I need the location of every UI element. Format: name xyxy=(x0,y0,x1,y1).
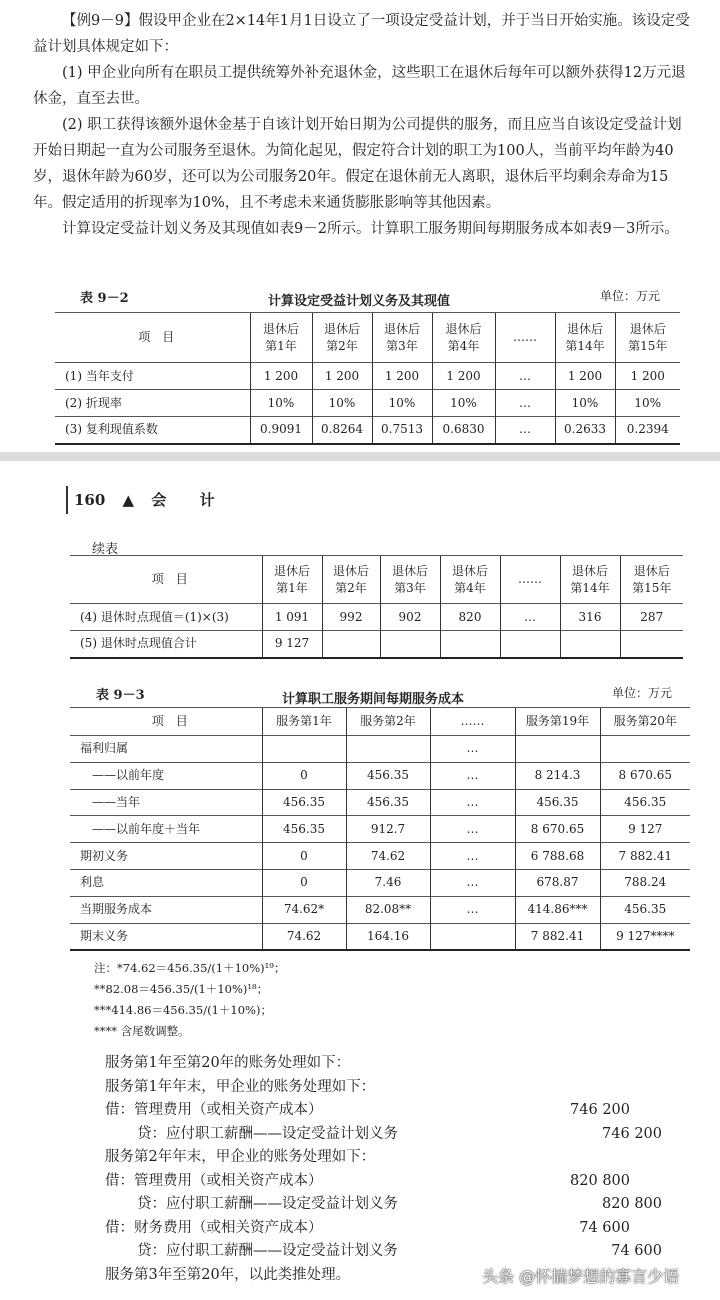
entry-account: 服务第2年年末，甲企业的账务处理如下： xyxy=(105,1149,376,1165)
value-cell: 6 788.68 xyxy=(515,843,600,870)
row-label-cell: ——以前年度＋当年 xyxy=(70,816,262,843)
table-row xyxy=(70,923,690,950)
row-label-cell: 利息 xyxy=(70,869,262,896)
value-cell: … xyxy=(430,762,515,789)
page-number: 160 xyxy=(74,491,106,509)
value-cell: 服务第19年 xyxy=(515,708,600,736)
intro-paragraph: 计算设定受益计划义务及其现值如表9－2所示。计算职工服务期间每期服务成本如表9－3所示。 xyxy=(62,221,679,237)
book-title-char: 会 xyxy=(151,491,167,509)
table-9-3-notes xyxy=(94,958,285,1042)
value-cell: 1 200 xyxy=(615,363,680,390)
table-header-row xyxy=(70,708,690,736)
entry-account: 服务第1年至第20年的账务处理如下： xyxy=(105,1055,351,1071)
note-line: **82.08＝456.35/(1＋10%)¹⁸； xyxy=(94,982,269,996)
value-cell xyxy=(600,736,690,763)
row-label-cell: 项 目 xyxy=(70,556,262,604)
value-cell: 退休后 第4年 xyxy=(440,556,500,604)
value-cell: 8 670.65 xyxy=(600,762,690,789)
value-cell: … xyxy=(500,604,560,631)
value-cell xyxy=(515,736,600,763)
value-cell: 服务第20年 xyxy=(600,708,690,736)
entry-account: 借：财务费用（或相关资产成本） xyxy=(105,1219,323,1236)
table-row xyxy=(70,762,690,789)
value-cell: 74.62* xyxy=(262,896,346,923)
journal-entries xyxy=(105,1052,665,1287)
value-cell: 820 xyxy=(440,604,500,631)
value-cell: 287 xyxy=(620,604,683,631)
value-cell: 316 xyxy=(560,604,620,631)
entry-account: 服务第3年至第20年，以此类推处理。 xyxy=(105,1266,351,1283)
value-cell: … xyxy=(430,843,515,870)
intro-paragraph: (1) 甲企业向所有在职员工提供统筹外补充退休金，这些职工在退休后每年可以额外获得12万元退休金，直至去世。 xyxy=(33,65,686,107)
value-cell: 退休后 第2年 xyxy=(322,556,380,604)
entry-account: 借：管理费用（或相关资产成本） xyxy=(105,1172,323,1189)
value-cell: 9 127 xyxy=(262,631,322,658)
value-cell: 456.35 xyxy=(346,789,430,816)
entry-account: 服务第1年年末，甲企业的账务处理如下： xyxy=(105,1078,376,1095)
table-header-row xyxy=(55,313,680,363)
debit-entry xyxy=(105,1217,665,1241)
value-cell xyxy=(346,736,430,763)
row-label-cell: ——当年 xyxy=(70,789,262,816)
table-9-2-unit: 单位：万元 xyxy=(600,289,661,303)
table-9-3-unit: 单位：万元 xyxy=(612,686,673,700)
value-cell: 456.35 xyxy=(600,896,690,923)
row-label-cell: (1) 当年支付 xyxy=(55,363,250,390)
table-row xyxy=(70,631,683,658)
value-cell: 82.08** xyxy=(346,896,430,923)
value-cell xyxy=(620,631,683,658)
book-title-char: 计 xyxy=(199,491,215,509)
value-cell: 1 200 xyxy=(312,363,372,390)
row-label-cell: (5) 退休时点现值合计 xyxy=(70,631,262,658)
table-9-3 xyxy=(70,707,690,951)
debit-entry xyxy=(105,1099,665,1123)
note-line: 注：*74.62＝456.35/(1＋10%)¹⁹； xyxy=(94,961,286,975)
entry-account: 贷：应付职工薪酬——设定受益计划义务 xyxy=(137,1125,398,1142)
entry-text-line xyxy=(105,1052,665,1076)
table-row xyxy=(70,843,690,870)
value-cell: 456.35 xyxy=(346,762,430,789)
value-cell: 1 200 xyxy=(555,363,615,390)
credit-amount: 74 600 xyxy=(611,1243,662,1259)
value-cell: 164.16 xyxy=(346,923,430,950)
value-cell: 788.24 xyxy=(600,869,690,896)
value-cell: 1 200 xyxy=(372,363,432,390)
credit-amount: 820 800 xyxy=(602,1196,662,1212)
value-cell: 0.2394 xyxy=(615,417,680,444)
value-cell: 74.62 xyxy=(346,843,430,870)
value-cell: 退休后 第3年 xyxy=(380,556,440,604)
credit-amount: 746 200 xyxy=(602,1125,662,1142)
intro-paragraph: (2) 职工获得该额外退休金基于自该计划开始日期为公司提供的服务，而且应当自该设定受益计划开始日期起一直为公司服务至退休。为简化起见，假定符合计划的职工为100人，当前平均年龄为40岁，退休年龄为60岁，还可以为公司服务20年。假定在退休前无人离职，退休后平均剩余寿命为15年。假定适用的折现率为10%，且不考虑未来通货膨胀影响等其他因素。 xyxy=(33,117,682,211)
value-cell: 服务第2年 xyxy=(346,708,430,736)
value-cell: 退休后 第2年 xyxy=(312,313,372,363)
table-row xyxy=(70,736,690,763)
value-cell: 退休后 第4年 xyxy=(432,313,495,363)
value-cell: 0.2633 xyxy=(555,417,615,444)
value-cell: 退休后 第14年 xyxy=(555,313,615,363)
entry-text-line xyxy=(105,1076,665,1100)
value-cell: 74.62 xyxy=(262,923,346,950)
value-cell: … xyxy=(495,417,555,444)
value-cell: 0.6830 xyxy=(432,417,495,444)
value-cell xyxy=(262,736,346,763)
value-cell: 退休后 第3年 xyxy=(372,313,432,363)
table-9-3-title: 计算职工服务期间每期服务成本 xyxy=(282,692,465,707)
table-9-2 xyxy=(55,312,680,445)
value-cell: 1 200 xyxy=(250,363,312,390)
value-cell: 退休后 第14年 xyxy=(560,556,620,604)
row-label-cell: (3) 复利现值系数 xyxy=(55,417,250,444)
value-cell: …… xyxy=(500,556,560,604)
table-9-2-label: 表 9－2 xyxy=(80,291,129,306)
table-9-3-label: 表 9－3 xyxy=(96,688,145,703)
value-cell xyxy=(430,923,515,950)
value-cell: 7.46 xyxy=(346,869,430,896)
debit-amount: 820 800 xyxy=(570,1172,630,1189)
value-cell: 7 882.41 xyxy=(515,923,600,950)
credit-entry xyxy=(105,1240,665,1264)
value-cell: 10% xyxy=(312,390,372,417)
value-cell xyxy=(322,631,380,658)
row-label-cell: ——以前年度 xyxy=(70,762,262,789)
value-cell: …… xyxy=(430,708,515,736)
entry-text-line xyxy=(105,1146,665,1170)
value-cell: 902 xyxy=(380,604,440,631)
value-cell: … xyxy=(430,789,515,816)
value-cell: 10% xyxy=(372,390,432,417)
value-cell: 0 xyxy=(262,762,346,789)
value-cell: 10% xyxy=(432,390,495,417)
value-cell: 0 xyxy=(262,843,346,870)
table-row xyxy=(55,390,680,417)
debit-entry xyxy=(105,1170,665,1194)
value-cell: … xyxy=(430,869,515,896)
value-cell: 退休后 第15年 xyxy=(620,556,683,604)
row-label-cell: 项 目 xyxy=(55,313,250,363)
intro-text xyxy=(33,8,693,242)
row-label-cell: 期初义务 xyxy=(70,843,262,870)
row-label-cell: 项 目 xyxy=(70,708,262,736)
value-cell: … xyxy=(430,896,515,923)
value-cell: 912.7 xyxy=(346,816,430,843)
watermark: 头条 @怀揣梦想的寡言少语 xyxy=(482,1267,680,1286)
value-cell: 456.35 xyxy=(600,789,690,816)
page-separator xyxy=(0,452,720,461)
value-cell: 1 200 xyxy=(432,363,495,390)
row-label-cell: 福利归属 xyxy=(70,736,262,763)
debit-amount: 74 600 xyxy=(579,1219,630,1236)
value-cell xyxy=(500,631,560,658)
value-cell: 0.8264 xyxy=(312,417,372,444)
table-row xyxy=(70,816,690,843)
value-cell: 10% xyxy=(615,390,680,417)
note-line: **** 含尾数调整。 xyxy=(94,1024,190,1038)
value-cell: 退休后 第15年 xyxy=(615,313,680,363)
value-cell: … xyxy=(495,390,555,417)
credit-entry xyxy=(105,1193,665,1217)
entry-account: 贷：应付职工薪酬——设定受益计划义务 xyxy=(137,1196,398,1212)
value-cell: 退休后 第1年 xyxy=(250,313,312,363)
value-cell: 414.86*** xyxy=(515,896,600,923)
book-logo-icon: ▲ xyxy=(122,491,135,509)
table-header-row xyxy=(70,556,683,604)
table-row xyxy=(70,604,683,631)
value-cell: 9 127 xyxy=(600,816,690,843)
entry-account: 贷：应付职工薪酬——设定受益计划义务 xyxy=(137,1243,398,1259)
value-cell: 服务第1年 xyxy=(262,708,346,736)
value-cell: 456.35 xyxy=(515,789,600,816)
value-cell xyxy=(440,631,500,658)
value-cell: 678.87 xyxy=(515,869,600,896)
value-cell: 8 670.65 xyxy=(515,816,600,843)
value-cell xyxy=(560,631,620,658)
note-line: ***414.86＝456.35/(1＋10%)； xyxy=(94,1003,272,1017)
value-cell: 0 xyxy=(262,869,346,896)
value-cell: 10% xyxy=(250,390,312,417)
value-cell: 1 091 xyxy=(262,604,322,631)
value-cell: … xyxy=(430,736,515,763)
row-label-cell: 期末义务 xyxy=(70,923,262,950)
table-row xyxy=(55,417,680,444)
value-cell: 8 214.3 xyxy=(515,762,600,789)
credit-entry xyxy=(105,1123,665,1147)
debit-amount: 746 200 xyxy=(570,1102,630,1118)
value-cell: 0.7513 xyxy=(372,417,432,444)
continued-label: 续表 xyxy=(92,542,119,557)
table-row xyxy=(70,789,690,816)
value-cell: 992 xyxy=(322,604,380,631)
table-row xyxy=(55,363,680,390)
value-cell: … xyxy=(495,363,555,390)
value-cell: 0.9091 xyxy=(250,417,312,444)
table-row xyxy=(70,896,690,923)
value-cell: 9 127**** xyxy=(600,923,690,950)
intro-paragraph: 【例9－9】假设甲企业在2×14年1月1日设立了一项设定受益计划，并于当日开始实施。该设定受益计划具体规定如下： xyxy=(33,13,690,55)
entry-account: 借：管理费用（或相关资产成本） xyxy=(105,1102,323,1118)
value-cell: 7 882.41 xyxy=(600,843,690,870)
row-label-cell: 当期服务成本 xyxy=(70,896,262,923)
value-cell: 退休后 第1年 xyxy=(262,556,322,604)
table-9-2-continued xyxy=(70,555,683,659)
table-9-2-title: 计算设定受益计划义务及其现值 xyxy=(268,294,451,309)
row-label-cell: (2) 折现率 xyxy=(55,390,250,417)
row-label-cell: (4) 退休时点现值＝(1)×(3) xyxy=(70,604,262,631)
value-cell: 10% xyxy=(555,390,615,417)
page-folio xyxy=(66,486,227,514)
value-cell xyxy=(380,631,440,658)
table-row xyxy=(70,869,690,896)
value-cell: 456.35 xyxy=(262,789,346,816)
value-cell: … xyxy=(430,816,515,843)
value-cell: …… xyxy=(495,313,555,363)
value-cell: 456.35 xyxy=(262,816,346,843)
